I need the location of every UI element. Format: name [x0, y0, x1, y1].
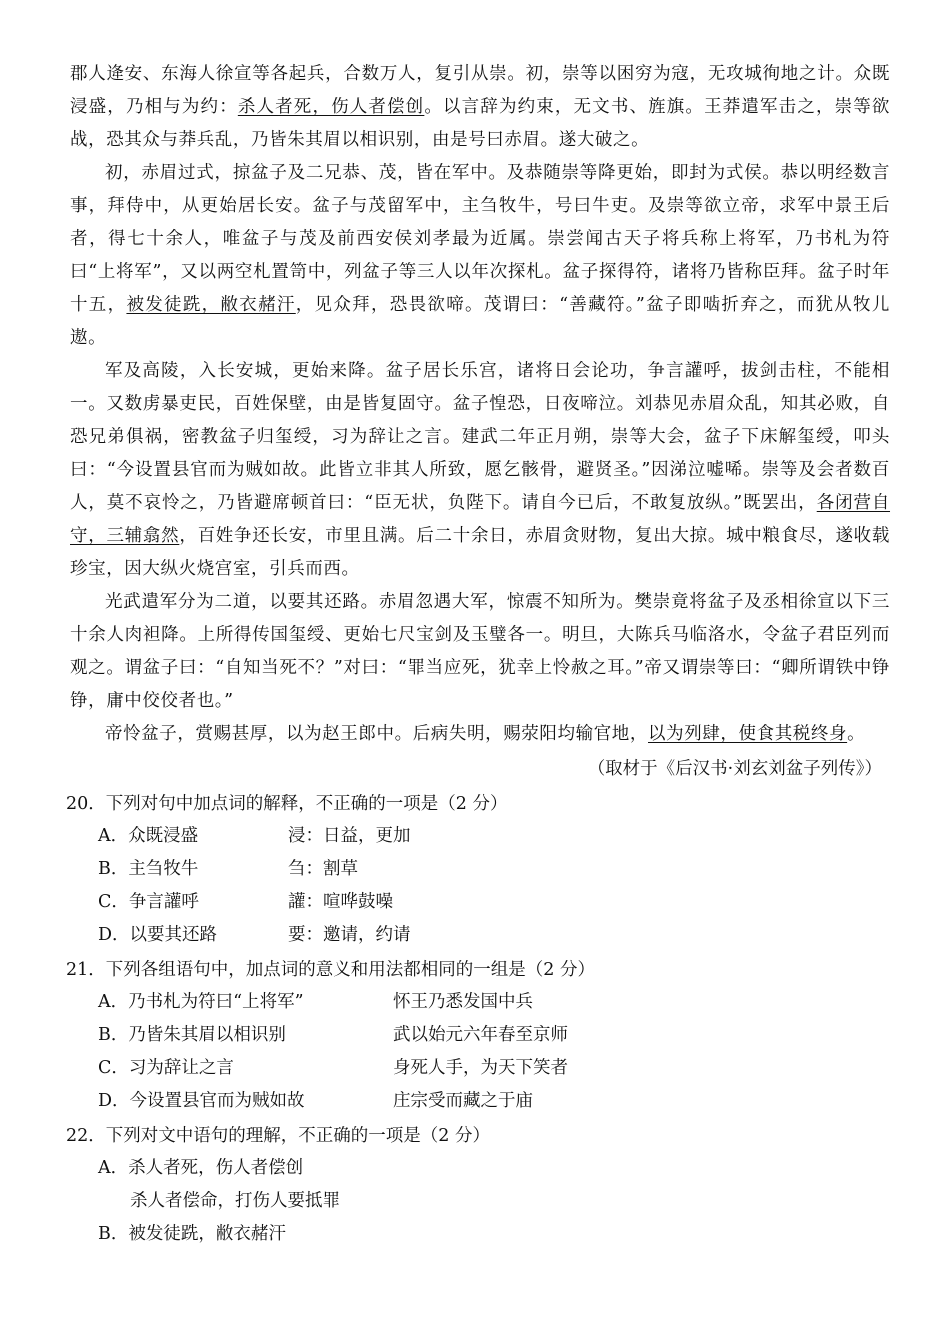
- passage-paragraph-4: [70, 586, 890, 718]
- option-d[interactable]: [70, 1085, 890, 1118]
- option-left-sentence: D．今设置县官而为贼如故: [98, 1091, 305, 1111]
- option-explanation: 要：邀请，约请: [288, 925, 411, 945]
- option-b[interactable]: [70, 853, 890, 886]
- option-b[interactable]: [70, 1218, 890, 1251]
- passage-paragraph-5: [70, 718, 890, 751]
- question-stem: 22．下列对文中语句的理解，不正确的一项是（2 分）: [66, 1126, 490, 1146]
- option-left-sentence: C．习为辞让之言: [98, 1058, 234, 1078]
- option-left-sentence: A．乃书札为符曰“上将军”: [98, 992, 304, 1012]
- option-label: A．众既浸盛: [98, 826, 199, 846]
- passage-source: （取材于《后汉书·刘玄刘盆子列传》）: [587, 759, 882, 779]
- option-a-interpretation: 杀人者偿命，打伤人要抵罪: [130, 1191, 340, 1211]
- option-explanation: 讙：喧哗鼓噪: [288, 892, 393, 912]
- option-sentence: B．被发徒跣，敝衣赭汗: [98, 1224, 286, 1244]
- option-sentence: A．杀人者死，伤人者偿创: [98, 1158, 304, 1178]
- option-a[interactable]: [70, 1152, 890, 1185]
- passage-paragraph-2: [70, 157, 890, 355]
- question-21: [66, 954, 890, 1118]
- passage-text: 。: [847, 724, 866, 744]
- passage-text: ，见众拜，恐畏欲啼。茂谓曰：“善藏符。”盆子即啮折弃之，而犹从牧儿遨。: [70, 295, 890, 348]
- underlined-sentence: 各闭营自守，三辅翕然: [70, 493, 891, 546]
- option-right-sentence: 庄宗受而藏之于庙: [393, 1091, 533, 1111]
- option-explanation: 浸：日益，更加: [288, 826, 411, 846]
- exam-page: [66, 58, 891, 1251]
- option-a[interactable]: [70, 986, 890, 1019]
- underlined-sentence: 被发徒跣，敝衣赭汗: [126, 295, 296, 315]
- passage-text: 光武遣军分为二道，以要其还路。赤眉忽遇大军，惊震不知所为。樊崇竟将盆子及丞相徐宣以下三十余人肉袒降。上所得传国玺绶、更始七尺宝剑及玉璧各一。明旦，大陈兵马临洛水，令盆子君臣列而观之。谓盆子曰：“自知当死不？”对曰：“罪当应死，犹幸上怜赦之耳。”帝又谓崇等曰：“卿所谓铁中铮铮，庸中佼佼者也。”: [70, 592, 890, 711]
- passage-text: 郡人逄安、东海人徐宣等各起兵，合数万人，复引从崇。初，崇等以困穷为寇，无攻城徇地之计。众既浸盛，乃相与为约：: [70, 64, 890, 117]
- passage-paragraph-1: [70, 58, 890, 157]
- option-label: D．以要其还路: [98, 925, 218, 945]
- question-stem: 20．下列对句中加点词的解释，不正确的一项是（2 分）: [66, 794, 508, 814]
- option-left-sentence: B．乃皆朱其眉以相识别: [98, 1025, 286, 1045]
- option-c[interactable]: [70, 886, 890, 919]
- option-a[interactable]: [70, 820, 890, 853]
- question-stem: 21．下列各组语句中，加点词的意义和用法都相同的一组是（2 分）: [66, 960, 595, 980]
- option-label: B．主刍牧牛: [98, 859, 199, 879]
- option-right-sentence: 怀王乃悉发国中兵: [393, 992, 533, 1012]
- passage-text: 帝怜盆子，赏赐甚厚，以为赵王郎中。后病失明，赐荥阳均输官地，: [105, 724, 648, 744]
- option-d[interactable]: [70, 919, 890, 952]
- question-20: [66, 788, 890, 952]
- option-label: C．争言讙呼: [98, 892, 199, 912]
- option-b[interactable]: [70, 1019, 890, 1052]
- passage-text: 初，赤眉过式，掠盆子及二兄恭、茂，皆在军中。及恭随崇等降更始，即封为式侯。恭以明经数言事，拜侍中，从更始居长安。盆子与茂留军中，主刍牧牛，号曰牛吏。及崇等欲立帝，求军中景王后者，得七十余人，唯盆子与茂及前西安侯刘孝最为近属。崇尝闻古天子将兵称上将军，乃书札为符曰“上将军”，又以两空札置笥中，列盆子等三人以年次探札。盆子探得符，诸将乃皆称臣拜。盆子时年十五，: [70, 163, 890, 315]
- passage-text: 。以言辞为约束，无文书、旌旗。王莽遣军击之，崇等欲战，恐其众与莽兵乱，乃皆朱其眉以相识别，由是号曰赤眉。遂大破之。: [70, 97, 891, 150]
- option-right-sentence: 身死人手，为天下笑者: [393, 1058, 568, 1078]
- passage-text: 军及高陵，入长安城，更始来降。盆子居长乐宫，诸将日会论功，争言讙呼，拔剑击柱，不能相一。又数虏暴吏民，百姓保壁，由是皆复固守。盆子惶恐，日夜啼泣。刘恭见赤眉众乱，知其必败，自恐兄弟俱祸，密教盆子归玺绶，习为辞让之言。建武二年正月朔，崇等大会，盆子下床解玺绶，叩头曰：“今设置县官而为贼如故。此皆立非其人所致，愿乞骸骨，避贤圣。”因涕泣嘘唏。崇等及会者数百人，莫不哀怜之，乃皆避席顿首曰：“臣无状，负陛下。请自今已后，不敢复放纵。”既罢出，: [70, 361, 890, 513]
- underlined-sentence: 以为列肆，使食其税终身: [648, 724, 848, 744]
- option-c[interactable]: [70, 1052, 890, 1085]
- option-explanation: 刍：割草: [288, 859, 358, 879]
- underlined-sentence: 杀人者死，伤人者偿创: [237, 97, 425, 117]
- question-22: [66, 1120, 890, 1251]
- option-right-sentence: 武以始元六年春至京师: [393, 1025, 568, 1045]
- passage-paragraph-3: [70, 355, 890, 586]
- passage-text: ，百姓争还长安，市里且满。后二十余日，赤眉贪财物，复出大掠。城中粮食尽，遂收载珍宝，因大纵火烧宫室，引兵而西。: [70, 526, 890, 579]
